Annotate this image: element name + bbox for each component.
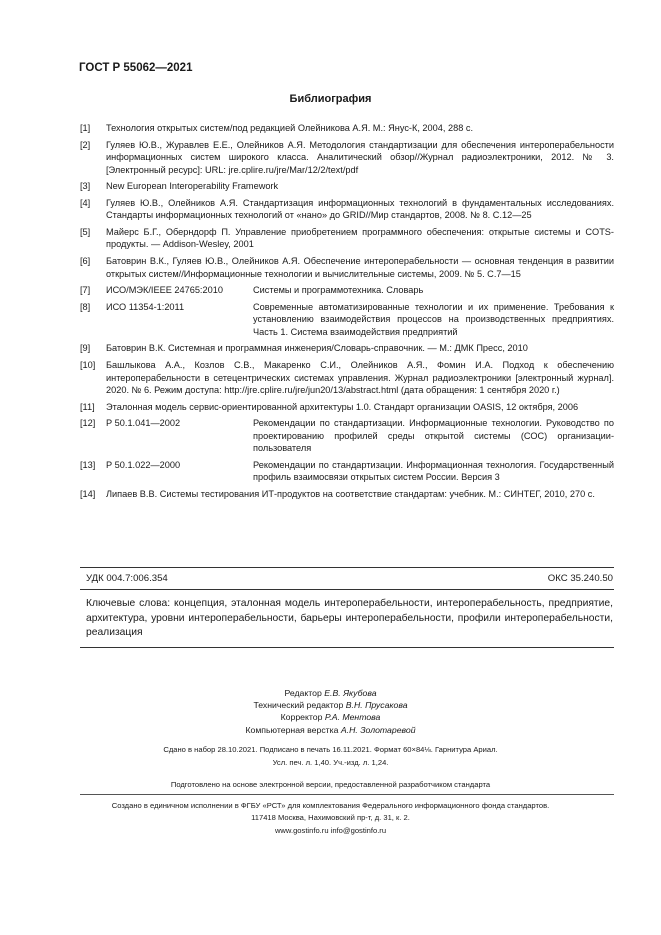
reference-description: Рекомендации по стандартизации. Информационная технология. Государственный профиль взаимосвязи открытых систем России. Версия 3 bbox=[253, 459, 614, 483]
reference-number: [8] bbox=[80, 301, 91, 312]
reference-list bbox=[80, 122, 614, 505]
reference-text: Батоврин В.К. Системная и программная инженерия/Словарь-справочник. — М.: ДМК Пресс, 2010 bbox=[106, 343, 528, 354]
oks-code: ОКС 35.240.50 bbox=[547, 573, 613, 584]
reference-item bbox=[80, 180, 614, 192]
prepared-note: Подготовлено на основе электронной версии, предоставленной разработчиком стандарта bbox=[170, 780, 491, 789]
reference-text: Майерс Б.Г., Оберндорф П. Управление приобретением программного обеспечения: открытые системы и COTS-продукты. — Addison-Wesley, 2001 bbox=[106, 227, 614, 250]
credit-tech-editor: Технический редактор В.Н. Прусакова bbox=[253, 700, 408, 711]
reference-text: Гуляев Ю.В., Олейников А.Я. Стандартизация информационных технологий в фундаментальных исследованиях. Стандарты информационных технологий от «нано» до GRID//Мир стандартов, 2008. № 8. С.12—25 bbox=[106, 197, 614, 221]
reference-item bbox=[80, 401, 614, 413]
reference-item bbox=[80, 255, 614, 280]
reference-text: Липаев В.В. Системы тестирования ИТ-продуктов на соответствие стандартам: учебник. М.: СИНТЕГ, 2010, 270 с. bbox=[106, 489, 595, 500]
reference-description: Современные автоматизированные технологии и их применение. Требования к установлению взаимодействия процессов на производственных предприятиях. Часть 1. Система взаимодействия предприятий bbox=[253, 301, 614, 337]
reference-item bbox=[80, 359, 614, 396]
reference-number: [11] bbox=[80, 401, 95, 412]
reference-standard: Р 50.1.041—2002 bbox=[106, 418, 181, 429]
reference-text: New European Interoperability Framework bbox=[106, 181, 279, 192]
reference-item bbox=[80, 226, 614, 251]
print-info: Сдано в набор 28.10.2021. Подписано в печать 16.11.2021. Формат 60×84⅛. Гарнитура Ариал. Усл. печ. л. 1,40. Уч.-изд. л. 1,24. bbox=[163, 745, 498, 767]
reference-text: Гуляев Ю.В., Журавлев Е.Е., Олейников А.Я. Методология стандартизации для обеспечения интероперабельности информационных систем широкого класса. Аналитический обзор//Журнал радиоэлектроники, 2012. № 3. [Электронный ресурс]: URL: jre.cplire.ru/jre/Mar/12/2/text/pdf bbox=[106, 139, 614, 175]
reference-item bbox=[80, 197, 614, 222]
publisher-footer: Создано в единичном исполнении в ФГБУ «РСТ» для комплектования Федерального информационного фонда стандартов. 117418 Москва, Нахимовский пр-т, д. 31, к. 2. www.gostinfo.ru info@gostinfo.ru bbox=[111, 801, 550, 835]
divider bbox=[80, 647, 614, 648]
doc-code: ГОСТ Р 55062—2021 bbox=[79, 62, 193, 74]
reference-item bbox=[80, 417, 614, 454]
reference-item bbox=[80, 284, 614, 296]
divider bbox=[80, 794, 614, 795]
reference-standard: Р 50.1.022—2000 bbox=[106, 459, 181, 470]
reference-item bbox=[80, 459, 614, 484]
udk-code: УДК 004.7:006.354 bbox=[86, 573, 168, 584]
reference-number: [10] bbox=[80, 360, 96, 371]
reference-standard: ИСО 11354-1:2011 bbox=[106, 301, 185, 312]
reference-standard: ИСО/МЭК/IEEE 24765:2010 bbox=[106, 285, 223, 296]
bibliography-title: Библиография bbox=[289, 93, 372, 105]
reference-number: [9] bbox=[80, 343, 91, 354]
reference-item bbox=[80, 122, 614, 134]
reference-number: [6] bbox=[80, 256, 91, 267]
reference-number: [5] bbox=[80, 227, 91, 238]
reference-text: Башлыкова А.А., Козлов С.В., Макаренко С.И., Олейников А.Я., Фомин И.А. Подход к обеспечению интероперабельности в сетецентрических системах управления. Журнал радиоэлектроники [электронный журнал]. 2020. № 6. Режим доступа: http://jre.cplire.ru/jre/jun20/13/abstract.html (дата обращения: 1 сентября 2020 г.) bbox=[106, 360, 614, 395]
reference-number: [3] bbox=[80, 181, 91, 192]
reference-text: Технология открытых систем/под редакцией Олейникова А.Я. М.: Янус-К, 2004, 288 с. bbox=[106, 123, 473, 133]
reference-item bbox=[80, 139, 614, 176]
reference-text: Эталонная модель сервис-ориентированной архитектуры 1.0. Стандарт организации OASIS, 12 октября, 2006 bbox=[106, 401, 579, 412]
credit-editor: Редактор Е.В. Якубова bbox=[284, 688, 377, 698]
divider bbox=[80, 567, 614, 568]
credits bbox=[0, 687, 661, 736]
reference-number: [13] bbox=[80, 459, 96, 470]
reference-item bbox=[80, 301, 614, 338]
reference-number: [7] bbox=[80, 285, 91, 296]
credit-layout: Компьютерная верстка А.Н. Золотаревой bbox=[245, 724, 416, 735]
divider bbox=[80, 589, 614, 590]
reference-number: [4] bbox=[80, 197, 91, 208]
credit-corrector: Корректор Р.А. Ментова bbox=[280, 712, 381, 723]
keywords: Ключевые слова: концепция, эталонная модель интероперабельности, интероперабельность, предприятие, архитектура, уровни интероперабельности, барьеры интероперабельности, профили интероперабельности, реализация bbox=[86, 598, 613, 638]
reference-text: Батоврин В.К., Гуляев Ю.В., Олейников А.Я. Обеспечение интероперабельности — основная тенденция в развитии открытых систем//Информационные технологии и вычислительные системы, 2009. № 5. С.7—15 bbox=[106, 256, 614, 279]
reference-description: Рекомендации по стандартизации. Информационные технологии. Руководство по проектированию профилей среды открытой системы (СОС) организации-пользователя bbox=[253, 418, 614, 454]
reference-item bbox=[80, 488, 614, 500]
reference-item bbox=[80, 342, 614, 354]
reference-number: [12] bbox=[80, 418, 96, 429]
reference-number: [14] bbox=[80, 489, 96, 500]
reference-number: [1] bbox=[80, 123, 91, 133]
reference-number: [2] bbox=[80, 139, 91, 150]
reference-description: Системы и программотехника. Словарь bbox=[253, 285, 424, 296]
